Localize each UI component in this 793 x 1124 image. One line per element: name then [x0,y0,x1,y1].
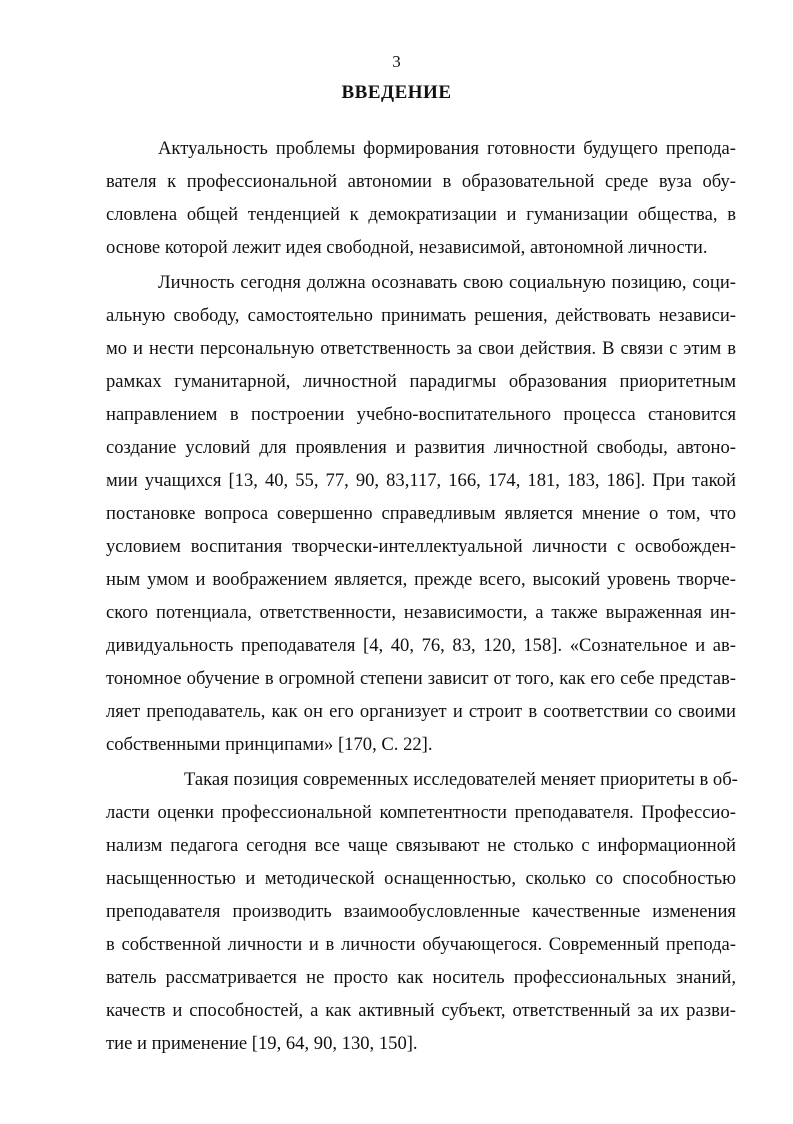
text-line: тие и применение [19, 64, 90, 130, 150]. [106,1033,418,1054]
text-line: в собственной личности и в личности обучающегося. Современный препода- [106,934,736,955]
text-line: ского потенциала, ответственности, независимости, а также выраженная ин- [106,602,736,623]
text-line: ватель рассматривается не просто как носитель профессиональных знаний, [106,967,736,988]
text-line: Актуальность проблемы формирования готовности будущего препода- [158,138,736,159]
text-line: Такая позиция современных исследователей меняет приоритеты в об- [184,769,738,790]
text-line: ласти оценки профессиональной компетентности преподавателя. Професcио- [106,802,736,823]
text-line: условием воспитания творчески-интеллектуальной личности с освобожден- [106,536,736,557]
text-line: ным умом и воображением является, прежде всего, высокий уровень творче- [106,569,736,590]
text-line: качеств и способностей, а как активный субъект, ответственный за их разви- [106,1000,736,1021]
text-line: тономное обучение в огромной степени зависит от того, как его себе представ- [106,668,736,689]
text-line: создание условий для проявления и развития личностной свободы, автоно- [106,437,736,458]
text-line: словлена общей тенденцией к демократизации и гуманизации общества, в [106,204,736,225]
text-line: насыщенностью и методической оснащенностью, сколько со способностью [106,868,736,889]
text-line: собственными принципами» [170, С. 22]. [106,734,433,755]
text-line: постановке вопроса совершенно справедливым является мнение о том, что [106,503,736,524]
page-number: 3 [392,52,401,71]
text-line: направлением в построении учебно-воспитательного процесса становится [106,404,736,425]
text-line: нализм педагога сегодня все чаще связывают не столько с информационной [106,835,736,856]
text-line: дивидуальность преподавателя [4, 40, 76, 83, 120, 158]. «Сознательное и ав- [106,635,736,656]
text-line: ляет преподаватель, как он его организует и строит в соответствии со своими [106,701,736,722]
text-line: Личность сегодня должна осознавать свою социальную позицию, соци- [158,272,736,293]
text-line: преподавателя производить взаимообусловленные качественные изменения [106,901,736,922]
text-line: рамках гуманитарной, личностной парадигмы образования приоритетным [106,371,736,392]
text-line: вателя к профессиональной автономии в образовательной среде вуза обу- [106,171,736,192]
text-line: альную свободу, самостоятельно принимать решения, действовать независи- [106,305,736,326]
text-line: мии учащихся [13, 40, 55, 77, 90, 83,117, 166, 174, 181, 183, 186]. При такой [106,470,736,491]
section-heading: ВВЕДЕНИЕ [341,82,452,103]
text-line: мо и нести персональную ответственность за свои действия. В связи с этим в [106,338,736,359]
text-line: основе которой лежит идея свободной, независимой, автономной личности. [106,237,708,258]
